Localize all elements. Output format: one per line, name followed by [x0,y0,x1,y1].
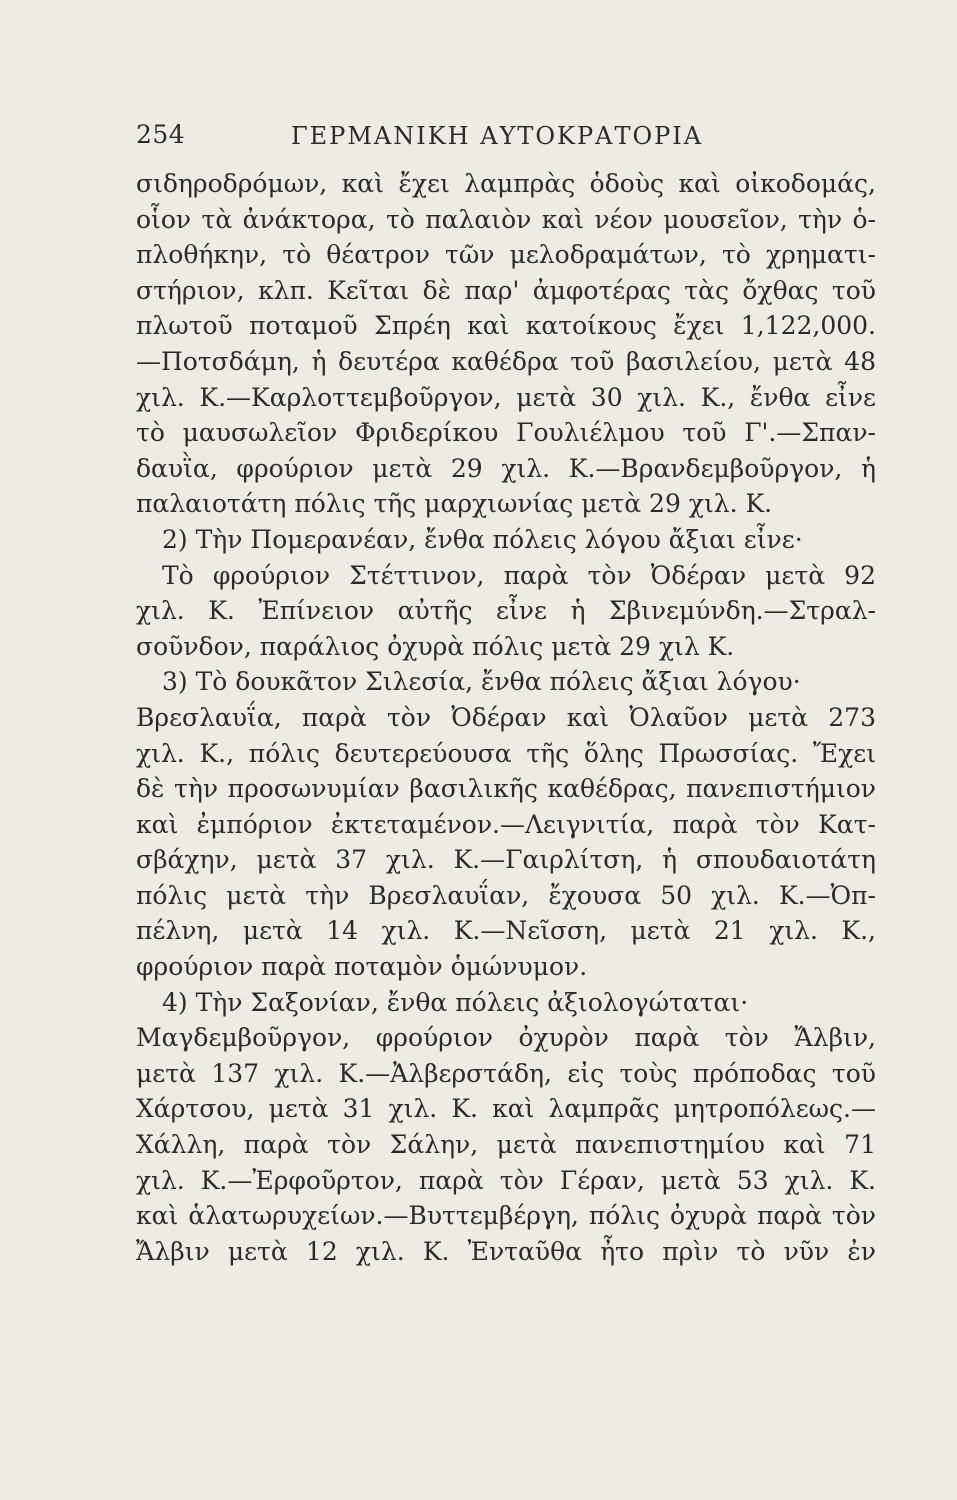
text-line: χιλ. Κ.—Ἐρφοῦρτον, παρὰ τὸν Γέραν, μετὰ 53 χιλ. Κ. [136,1165,876,1195]
text-line: στήριον, κλπ. Κεῖται δὲ παρ' ἀμφοτέρας τὰς ὄχθας τοῦ [136,275,876,305]
text-line: οἷον τὰ ἀνάκτορα, τὸ παλαιὸν καὶ νέον μουσεῖον, τὴν ὁ- [136,204,876,234]
running-title: ΓΕΡΜΑΝΙΚΗ ΑΥΤΟΚΡΑΤΟΡΙΑ [291,122,704,150]
text-line: χιλ. Κ.—Καρλοττεμβοῦργον, μετὰ 30 χιλ. Κ., ἔνθα εἶνε [136,382,876,412]
text-line: χιλ. Κ., πόλις δευτερεύουσα τῆς ὅλης Πρωσσίας. Ἔχει [136,738,876,768]
text-line: —Ποτσδάμη, ἡ δευτέρα καθέδρα τοῦ βασιλείου, μετὰ 48 [136,346,876,376]
text-line: Ἄλβιν μετὰ 12 χιλ. Κ. Ἐνταῦθα ἦτο πρὶν τὸ νῦν ἐν [136,1236,876,1266]
text-line: παλαιοτάτη πόλις τῆς μαρχιωνίας μετὰ 29 χιλ. Κ. [136,489,773,519]
text-line: χιλ. Κ. Ἐπίνειον αὐτῆς εἶνε ἡ Σβινεμύνδη.—Στραλ- [136,596,876,626]
text-line: φρούριον παρὰ ποταμὸν ὁμώνυμον. [136,952,588,982]
body-text [136,166,876,1269]
text-line: πλοθήκην, τὸ θέατρον τῶν μελοδραμάτων, τὸ χρηματι- [136,240,876,270]
text-line: Μαγδεμβοῦργον, φρούριον ὀχυρὸν παρὰ τὸν Ἄλβιν, [136,1023,876,1053]
text-line: δαυῒα, φρούριον μετὰ 29 χιλ. Κ.—Βρανδεμβοῦργον, ἡ [136,453,876,483]
text-line: 3) Τὸ δουκᾶτον Σιλεσία, ἔνθα πόλεις ἄξιαι λόγου· [162,667,801,697]
text-line: σοῦνδον, παράλιος ὀχυρὰ πόλις μετὰ 29 χιλ Κ. [136,631,735,661]
text-line: πέλνη, μετὰ 14 χιλ. Κ.—Νεῖσση, μετὰ 21 χιλ. Κ., [136,916,876,946]
page-header [136,120,876,160]
text-line: Χάρτσου, μετὰ 31 χιλ. Κ. καὶ λαμπρᾶς μητροπόλεως.— [136,1094,876,1124]
text-line: Χάλλη, παρὰ τὸν Σάλην, μετὰ πανεπιστημίου καὶ 71 [136,1130,876,1160]
text-line: σβάχην, μετὰ 37 χιλ. Κ.—Γαιρλίτση, ἡ σπουδαιοτάτη [136,845,876,875]
text-line: πόλις μετὰ τὴν Βρεσλαυΐαν, ἔχουσα 50 χιλ. Κ.—Ὀπ- [136,880,876,910]
page-number: 254 [136,120,186,149]
text-line: 2) Τὴν Πομερανέαν, ἔνθα πόλεις λόγου ἄξιαι εἶνε· [162,524,803,554]
text-line: μετὰ 137 χιλ. Κ.—Ἀλβερστάδη, εἰς τοὺς πρόποδας τοῦ [136,1058,876,1088]
text-line: Βρεσλαυΐα, παρὰ τὸν Ὀδέραν καὶ Ὀλαῦον μετὰ 273 [136,702,876,732]
text-line: δὲ τὴν προσωνυμίαν βασιλικῆς καθέδρας, πανεπιστήμιον [136,774,876,804]
text-line: 4) Τὴν Σαξονίαν, ἔνθα πόλεις ἀξιολογώταται· [162,987,749,1017]
text-line: τὸ μαυσωλεῖον Φριδερίκου Γουλιέλμου τοῦ Γ'.—Σπαν- [136,418,876,448]
text-line: σιδηροδρόμων, καὶ ἔχει λαμπρὰς ὁδοὺς καὶ οἰκοδομάς, [136,169,876,198]
text-line: Τὸ φρούριον Στέττινον, παρὰ τὸν Ὀδέραν μετὰ 92 [162,560,876,590]
text-line: καὶ ἐμπόριον ἐκτεταμένον.—Λειγνιτία, παρὰ τὸν Κατ- [136,809,876,839]
text-line: καὶ ἁλατωρυχείων.—Βυττεμβέργη, πόλις ὀχυρὰ παρὰ τὸν [136,1201,876,1231]
text-line: πλωτοῦ ποταμοῦ Σπρέη καὶ κατοίκους ἔχει 1,122,000. [136,311,876,341]
